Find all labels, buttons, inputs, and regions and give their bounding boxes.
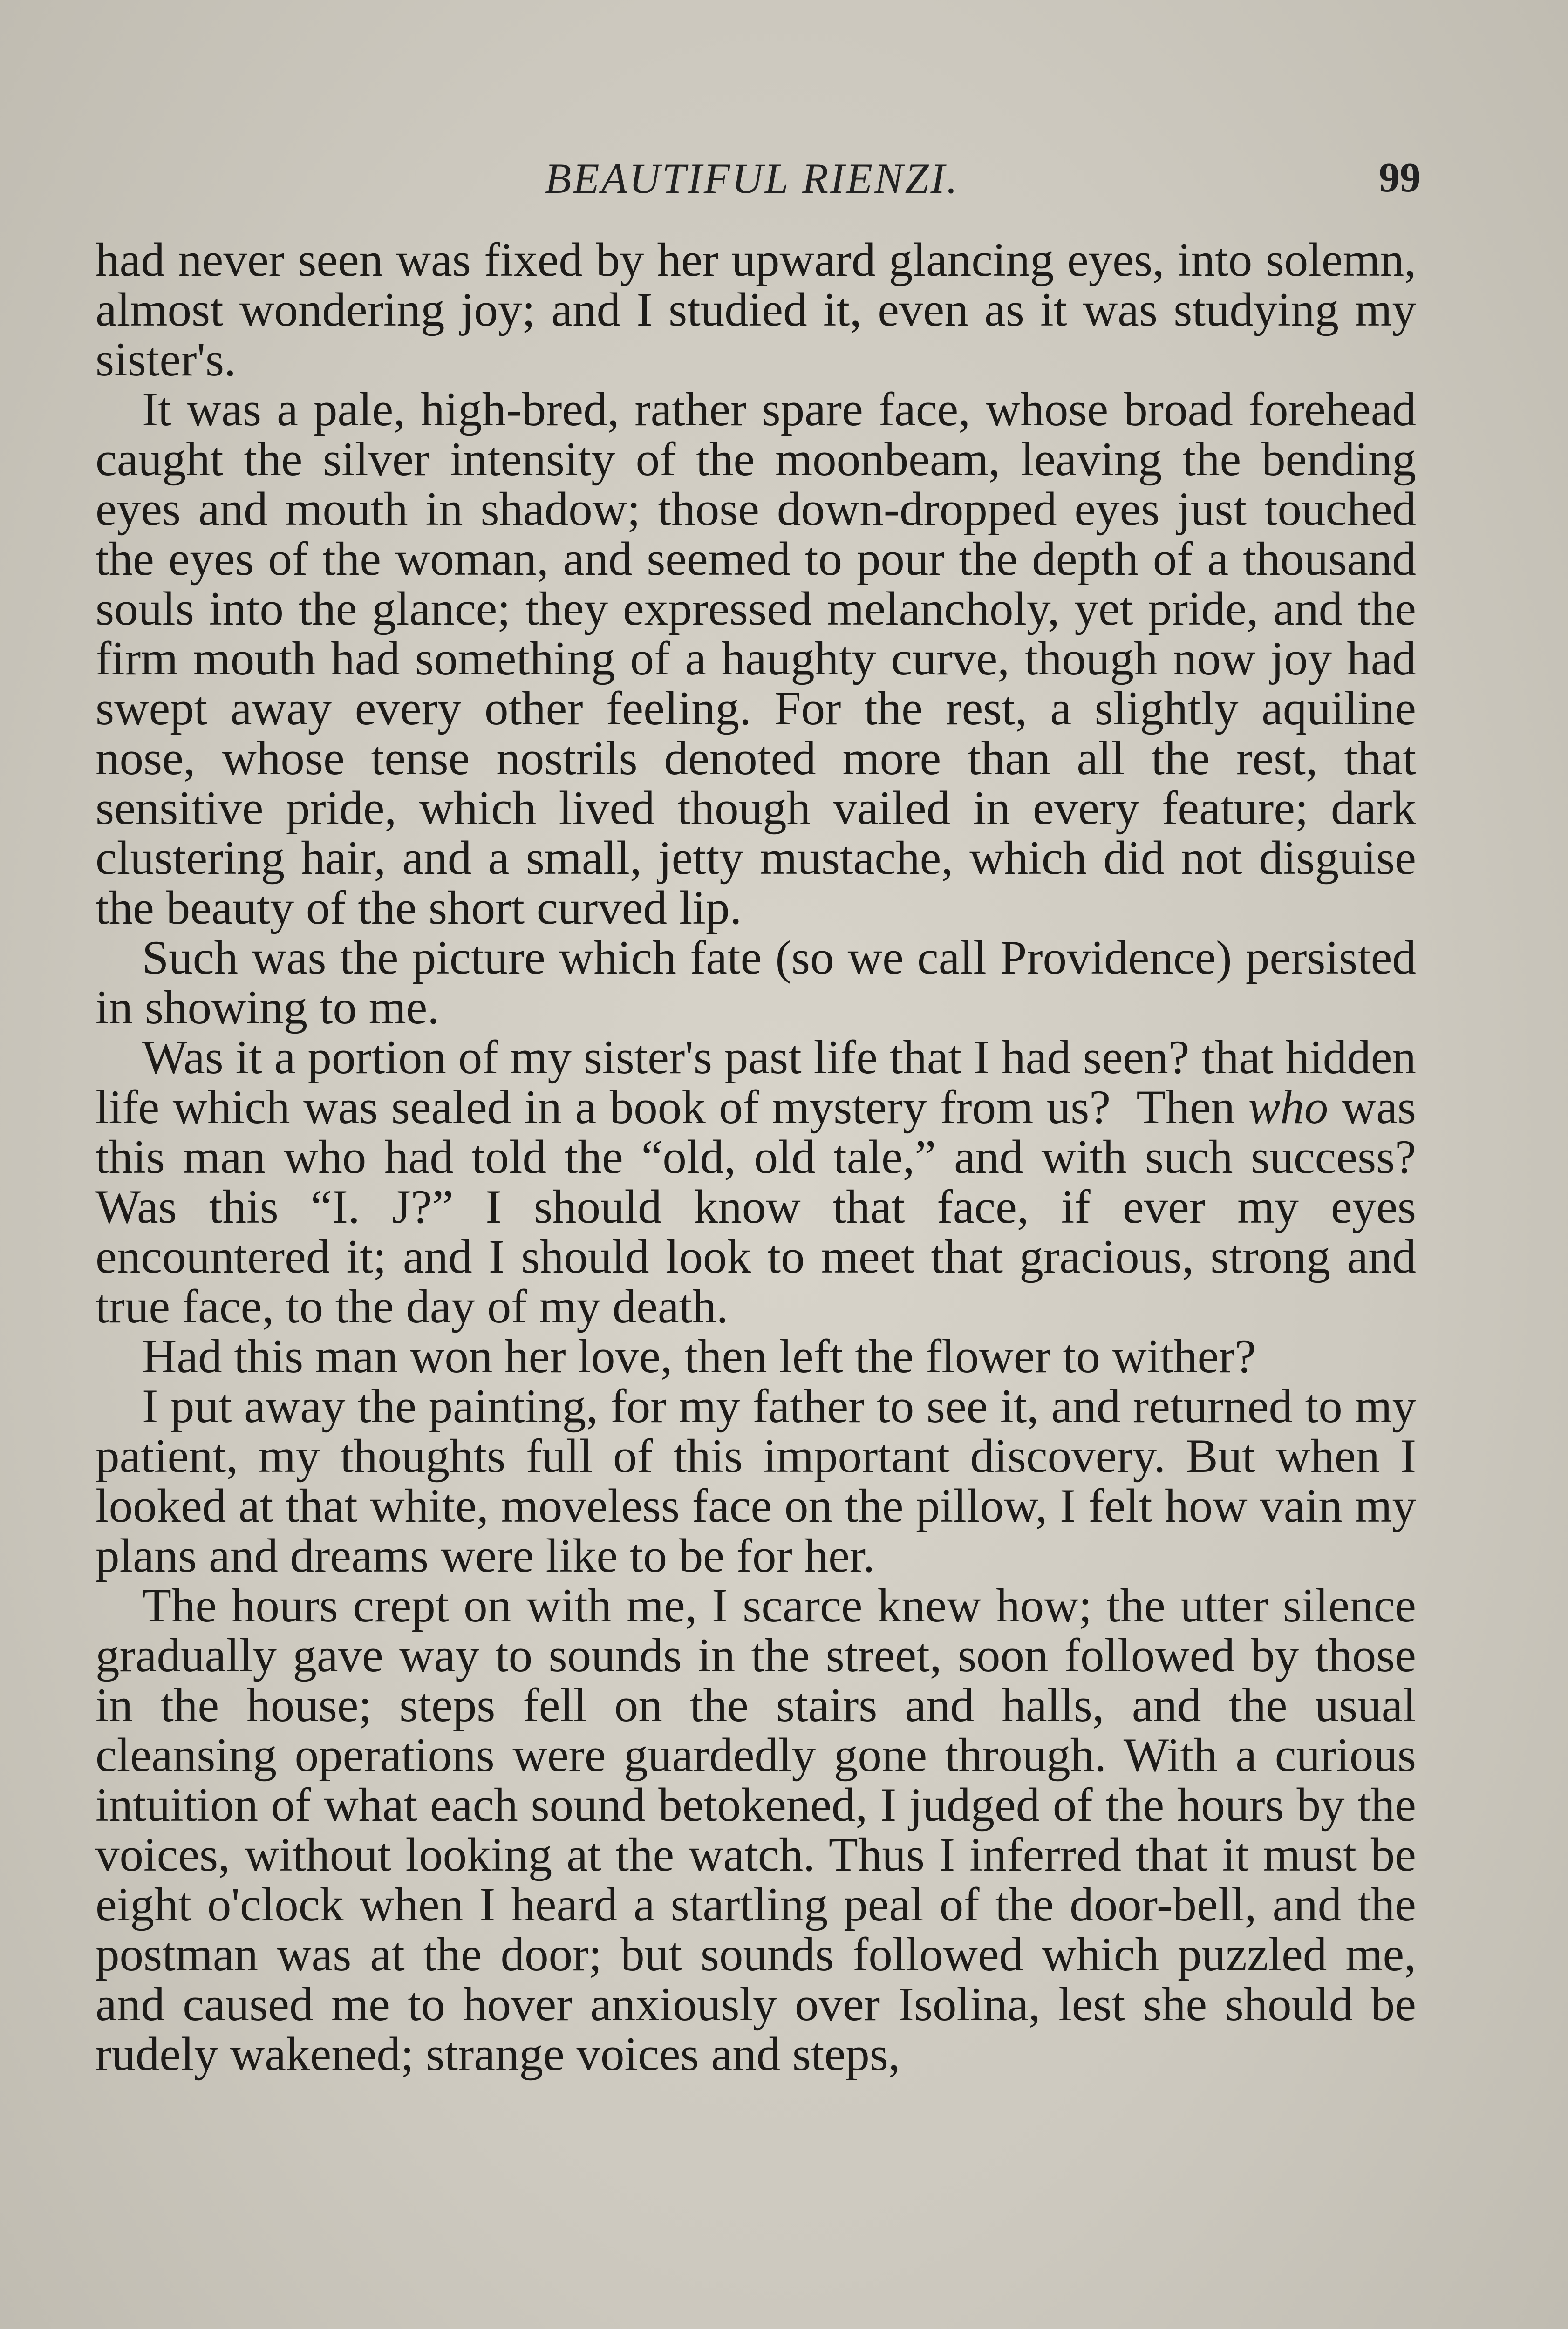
paragraph-2: It was a pale, high-bred, rather spare face, whose broad forehead caught the silver intensity of the moonbeam, leaving the bending eyes and mouth in shadow; those down-dropped eyes just touched the eyes of the woman, and seemed to pour the depth of a thousand souls into the glance; they expressed melancholy, yet pride, and the firm mouth had something of a haughty curve, though now joy had swept away every other feeling. For the rest, a slightly aquiline nose, whose tense nostrils denoted more than all the rest, that sensitive pride, which lived though vailed in every feature; dark clustering hair, and a small, jetty mustache, which did not disguise the beauty of the short curved lip.	[95, 383, 1416, 934]
page-number: 99	[1379, 155, 1421, 201]
paragraph-4	[95, 1033, 1416, 1332]
running-title: BEAUTIFUL RIENZI.	[545, 155, 960, 202]
paragraph-3: Such was the picture which fate (so we call Providence) persisted in showing to me.	[95, 931, 1416, 1034]
paragraph-4-end: was this man who had told the “old, old tale,” and with such success? Was this “I. J?” I should know that face, if ever my eyes encountered it; and I should look to meet that gracious, strong and true face, to the day of my death.	[95, 1081, 1417, 1333]
body-text	[95, 235, 1416, 2079]
paragraph-4-italic-who: who	[1248, 1081, 1329, 1134]
paragraph-5: Had this man won her love, then left the flower to wither?	[142, 1330, 1256, 1383]
paragraph-4-then: Then	[1136, 1081, 1235, 1134]
paragraph-6: I put away the painting, for my father to see it, and returned to my patient, my thoughts full of this important discovery. But when I looked at that white, moveless face on the pillow, I felt how vain my plans and dreams were like to be for her.	[95, 1380, 1416, 1582]
paragraph-7: The hours crept on with me, I scarce knew how; the utter silence gradually gave way to sounds in the street, soon followed by those in the house; steps fell on the stairs and halls, and the usual cleansing operations were guardedly gone through. With a curious intuition of what each sound betokened, I judged of the hours by the voices, without looking at the watch. Thus I inferred that it must be eight o'clock when I heard a startling peal of the door-bell, and the postman was at the door; but sounds followed which puzzled me, and caused me to hover anxiously over Isolina, lest she should be rudely wakened; strange voices and steps,	[95, 1579, 1416, 2081]
paragraph-4-start: Was it a portion of my sister's past life that I had seen? that hidden life which was sealed in a book of mystery from us?	[95, 1031, 1416, 1134]
paragraph-1: had never seen was fixed by her upward glancing eyes, into solemn, almost wondering joy; and I studied it, even as it was studying my sister's.	[95, 233, 1416, 386]
running-head	[93, 154, 1421, 210]
